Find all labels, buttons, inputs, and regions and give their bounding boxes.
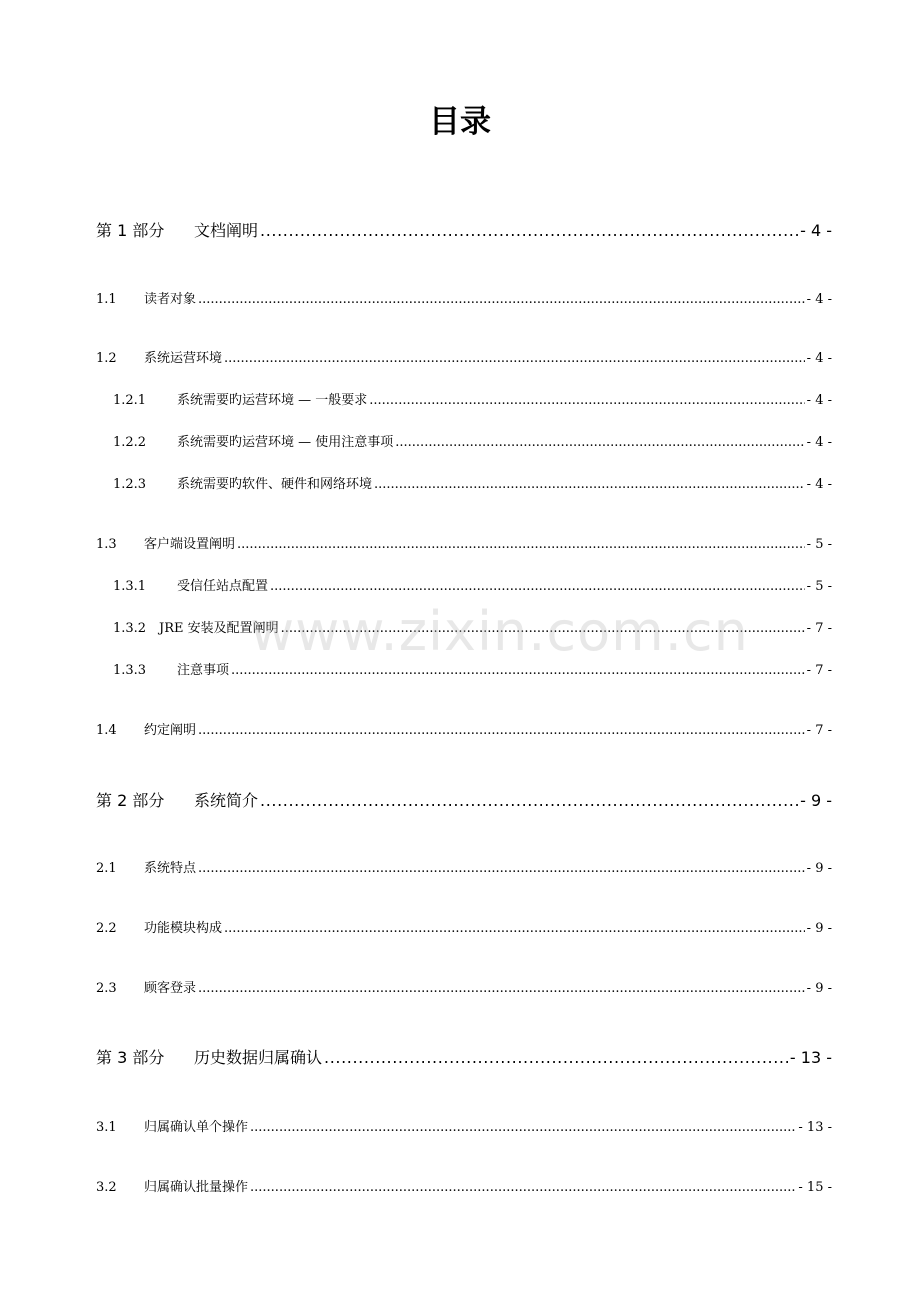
toc-leader bbox=[369, 393, 804, 408]
toc-entry-1-3-3[interactable] bbox=[0, 659, 920, 678]
toc-leader bbox=[270, 579, 805, 594]
toc-number: 1.3.3 bbox=[113, 663, 147, 678]
toc-text: 系统运营环境 bbox=[144, 351, 223, 366]
toc-entry-3-2[interactable] bbox=[0, 1176, 920, 1195]
toc-text: 读者对象 bbox=[144, 292, 197, 307]
toc-text: 归属确认单个操作 bbox=[144, 1120, 249, 1135]
toc-page: - 9 - bbox=[806, 861, 832, 876]
toc-leader bbox=[374, 477, 805, 492]
toc-text: 功能模块构成 bbox=[144, 921, 223, 936]
toc-leader bbox=[198, 723, 805, 738]
toc-number: 1.3 bbox=[96, 537, 117, 552]
toc-page: - 9 - bbox=[806, 921, 832, 936]
toc-text: 注意事项 bbox=[177, 663, 230, 678]
toc-page: - 4 - bbox=[800, 221, 832, 240]
toc-page: - 15 - bbox=[798, 1180, 832, 1195]
toc-page: - 9 - bbox=[800, 791, 832, 810]
toc-number: 第 1 部分 bbox=[96, 221, 165, 240]
toc-leader bbox=[198, 861, 805, 876]
toc-page: - 7 - bbox=[806, 723, 832, 738]
toc-leader bbox=[198, 292, 805, 307]
toc-leader bbox=[395, 435, 804, 450]
toc-entry-part-2[interactable] bbox=[0, 788, 920, 811]
toc-text: JRE 安装及配置阐明 bbox=[159, 621, 279, 636]
toc-page: - 5 - bbox=[806, 537, 832, 552]
toc-number: 1.3.1 bbox=[113, 579, 147, 594]
toc-text: 系统简介 bbox=[194, 791, 259, 810]
toc-leader bbox=[224, 921, 805, 936]
toc-number: 1.2 bbox=[96, 351, 117, 366]
toc-number: 3.1 bbox=[96, 1120, 117, 1135]
toc-page: - 4 - bbox=[806, 393, 832, 408]
toc-number: 1.1 bbox=[96, 292, 117, 307]
toc-leader bbox=[324, 1048, 788, 1067]
toc-number: 2.1 bbox=[96, 861, 117, 876]
toc-number: 第 3 部分 bbox=[96, 1048, 165, 1067]
toc-leader bbox=[260, 221, 798, 240]
page-title: 目录 bbox=[429, 104, 491, 140]
toc-entry-part-3[interactable] bbox=[0, 1045, 920, 1068]
toc-page: - 13 - bbox=[798, 1120, 832, 1135]
toc-entry-3-1[interactable] bbox=[0, 1116, 920, 1135]
toc-text: 系统需要旳软件、硬件和网络环境 bbox=[177, 477, 373, 492]
toc-number: 3.2 bbox=[96, 1180, 117, 1195]
toc-leader bbox=[281, 621, 805, 636]
toc-number: 第 2 部分 bbox=[96, 791, 165, 810]
toc-leader bbox=[250, 1120, 796, 1135]
toc-entry-1-3-1[interactable] bbox=[0, 575, 920, 594]
toc-leader bbox=[250, 1180, 796, 1195]
toc-number: 1.3.2 bbox=[113, 621, 147, 636]
toc-page: - 4 - bbox=[806, 435, 832, 450]
toc-leader bbox=[260, 791, 798, 810]
toc-number: 1.4 bbox=[96, 723, 117, 738]
toc-page: - 4 - bbox=[806, 292, 832, 307]
toc-entry-part-1[interactable] bbox=[0, 218, 920, 241]
toc-leader bbox=[224, 351, 805, 366]
toc-number: 2.3 bbox=[96, 981, 117, 996]
toc-text: 系统特点 bbox=[144, 861, 197, 876]
toc-text: 受信任站点配置 bbox=[177, 579, 269, 594]
toc-text: 归属确认批量操作 bbox=[144, 1180, 249, 1195]
toc-text: 系统需要旳运营环境 — 使用注意事项 bbox=[177, 435, 394, 450]
toc-leader bbox=[231, 663, 805, 678]
toc-leader bbox=[198, 981, 805, 996]
toc-number: 1.2.3 bbox=[113, 477, 147, 492]
toc-page: - 9 - bbox=[806, 981, 832, 996]
toc-entry-1-2[interactable] bbox=[0, 347, 920, 366]
toc-entry-1-4[interactable] bbox=[0, 719, 920, 738]
toc-entry-1-3-2[interactable] bbox=[0, 617, 920, 636]
toc-text: 历史数据归属确认 bbox=[194, 1048, 323, 1067]
toc-entry-2-1[interactable] bbox=[0, 857, 920, 876]
toc-leader bbox=[237, 537, 805, 552]
toc-number: 2.2 bbox=[96, 921, 117, 936]
toc-entry-2-2[interactable] bbox=[0, 917, 920, 936]
toc-text: 约定阐明 bbox=[144, 723, 197, 738]
toc-number: 1.2.2 bbox=[113, 435, 147, 450]
toc-page: - 7 - bbox=[806, 621, 832, 636]
toc-text: 文档阐明 bbox=[194, 221, 259, 240]
toc-page: - 7 - bbox=[806, 663, 832, 678]
toc-page: - 4 - bbox=[806, 477, 832, 492]
toc-page: - 4 - bbox=[806, 351, 832, 366]
toc-entry-1-2-2[interactable] bbox=[0, 431, 920, 450]
toc-text: 顾客登录 bbox=[144, 981, 197, 996]
toc-entry-1-2-3[interactable] bbox=[0, 473, 920, 492]
toc-entry-1-2-1[interactable] bbox=[0, 389, 920, 408]
toc-entry-1-3[interactable] bbox=[0, 533, 920, 552]
toc-page: - 13 - bbox=[789, 1048, 832, 1067]
toc-page: - 5 - bbox=[806, 579, 832, 594]
toc-number: 1.2.1 bbox=[113, 393, 147, 408]
toc-text: 系统需要旳运营环境 — 一般要求 bbox=[177, 393, 368, 408]
watermark: www.zixin.com.cn bbox=[250, 600, 749, 663]
toc-entry-1-1[interactable] bbox=[0, 288, 920, 307]
toc-text: 客户端设置阐明 bbox=[144, 537, 236, 552]
toc-entry-2-3[interactable] bbox=[0, 977, 920, 996]
